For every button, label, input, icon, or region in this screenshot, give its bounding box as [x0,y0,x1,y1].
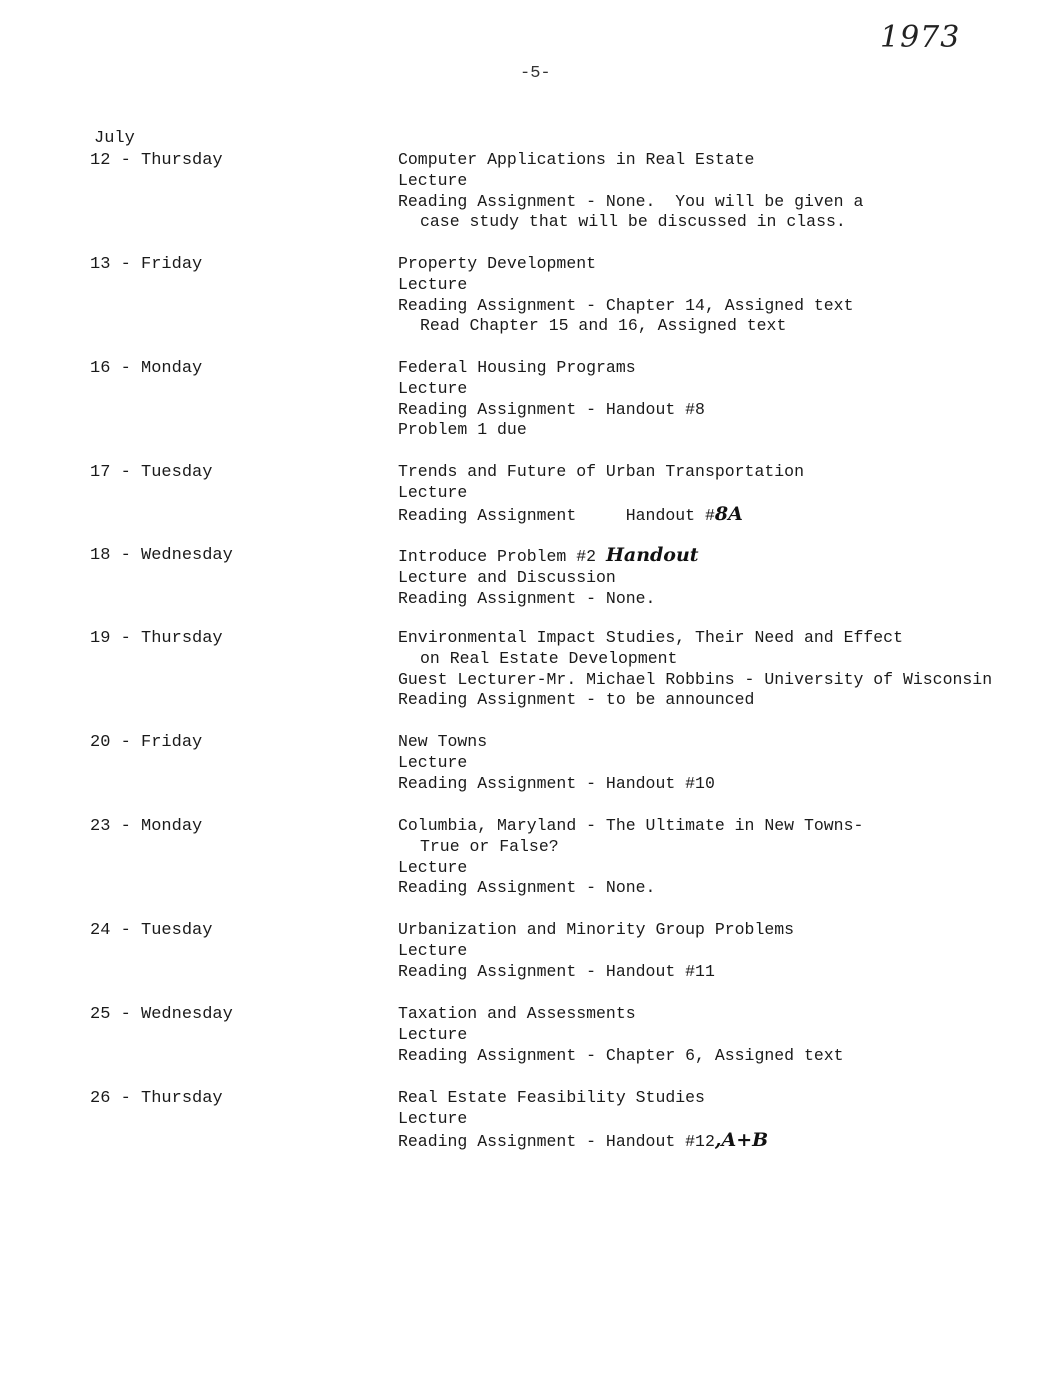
page-number: -5- [520,64,551,83]
entry-line [398,568,1058,589]
entry-line-text: Reading Assignment - Chapter 14, Assigned text [398,295,854,315]
entry-details [398,1088,1058,1152]
entry-line [398,858,1058,879]
entry-line [398,1025,1058,1046]
entry-line-text: Lecture [398,857,468,877]
entry-line [398,941,1058,962]
entry-line [398,1109,1058,1130]
entry-line-text: Federal Housing Programs [398,358,636,377]
entry-line-text: Lecture [398,1024,468,1044]
entry-line [398,690,1058,711]
year-annotation: 1973 [880,20,961,55]
entry-line-text: Problem 1 due [398,420,527,440]
entry-date: 17 - Tuesday [90,463,213,482]
entry-line-text: Environmental Impact Studies, Their Need and Effect [398,628,903,647]
entry-line-text: Lecture [398,274,468,294]
entry-line-text: Read Chapter 15 and 16, Assigned text [420,316,787,336]
entry-line-text: Lecture [398,482,468,502]
entry-line [398,400,1058,421]
entry-date: 19 - Thursday [90,629,223,648]
entry-date: 26 - Thursday [90,1089,223,1108]
entry-line-text: Lecture [398,752,468,772]
entry-line [398,1130,1058,1153]
handwritten-annotation: 8A [714,502,743,525]
entry-line-text: Guest Lecturer-Mr. Michael Robbins - University of Wisconsin [398,669,993,689]
entry-line [398,379,1058,400]
entry-line [398,962,1058,983]
entry-line [398,628,1058,649]
entry-details [398,732,1058,794]
entry-line-text: Reading Assignment - None. [398,588,656,608]
entry-line [398,420,1058,441]
entry-line-text: Columbia, Maryland - The Ultimate in New Towns- [398,816,864,835]
entry-line-text: True or False? [420,836,559,856]
entry-line [398,296,1058,317]
entry-line [398,316,1058,337]
entry-line [398,462,1058,483]
entry-line-text: Urbanization and Minority Group Problems [398,920,795,939]
entry-line-text: Lecture [398,378,468,398]
entry-line [398,1046,1058,1067]
entry-details [398,254,1058,337]
entry-line-text: Real Estate Feasibility Studies [398,1088,705,1107]
entry-line [398,589,1058,610]
entry-line [398,816,1058,837]
entry-line [398,753,1058,774]
entry-line [398,1004,1058,1025]
entry-line [398,483,1058,504]
handwritten-annotation: Handout [605,544,699,566]
entry-line [398,670,1058,691]
entry-details [398,1004,1058,1066]
entry-details [398,920,1058,982]
entry-line-text: Reading Assignment - Handout #12 [398,1131,715,1151]
entry-date: 18 - Wednesday [90,546,233,565]
entry-line [398,837,1058,858]
entry-line-text: Reading Assignment Handout # [398,505,715,525]
entry-line [398,254,1058,275]
entry-line [398,171,1058,192]
entry-line-text: Taxation and Assessments [398,1004,636,1023]
entry-line-text: case study that will be discussed in class. [420,212,846,232]
entry-line [398,545,1058,568]
entry-line [398,192,1058,213]
entry-date: 20 - Friday [90,733,203,752]
entry-line-text: Lecture [398,170,468,190]
entry-date: 24 - Tuesday [90,921,213,940]
entry-line [398,1088,1058,1109]
month-heading: July [94,129,135,148]
entry-line-text: Reading Assignment - Handout #10 [398,773,715,793]
entry-line-text: Reading Assignment - None. [398,878,656,898]
entry-line [398,878,1058,899]
entry-date: 23 - Monday [90,817,203,836]
entry-date: 12 - Thursday [90,151,223,170]
entry-line [398,732,1058,753]
entry-line [398,212,1058,233]
entry-line-text: Lecture [398,940,468,960]
entry-line-text: on Real Estate Development [420,648,678,668]
entry-line-text: Lecture [398,1108,468,1128]
entry-line [398,150,1058,171]
entry-line-text: New Towns [398,732,488,751]
entry-line-text: Reading Assignment - None. You will be given a [398,191,864,211]
entry-details [398,462,1058,526]
entry-line-text: Property Development [398,254,597,273]
entry-line [398,649,1058,670]
entry-line-text: Reading Assignment - Handout #11 [398,961,715,981]
entry-line-text: Lecture and Discussion [398,567,616,587]
entry-details [398,150,1058,233]
entry-date: 13 - Friday [90,255,203,274]
entry-date: 16 - Monday [90,359,203,378]
entry-line-text: Introduce Problem #2 [398,547,606,566]
entry-line-text: Reading Assignment - to be announced [398,690,755,710]
entry-line [398,358,1058,379]
entry-line [398,920,1058,941]
entry-details [398,545,1058,609]
entry-line [398,504,1058,527]
entry-details [398,628,1058,711]
entry-line [398,774,1058,795]
entry-line-text: Reading Assignment - Chapter 6, Assigned text [398,1045,844,1065]
entry-details [398,816,1058,899]
entry-line-text: Reading Assignment - Handout #8 [398,399,705,419]
entry-date: 25 - Wednesday [90,1005,233,1024]
handwritten-annotation: ,A+B [714,1128,769,1151]
entry-line-text: Trends and Future of Urban Transportation [398,462,804,481]
entry-line-text: Computer Applications in Real Estate [398,150,755,169]
entry-line [398,275,1058,296]
entry-details [398,358,1058,441]
